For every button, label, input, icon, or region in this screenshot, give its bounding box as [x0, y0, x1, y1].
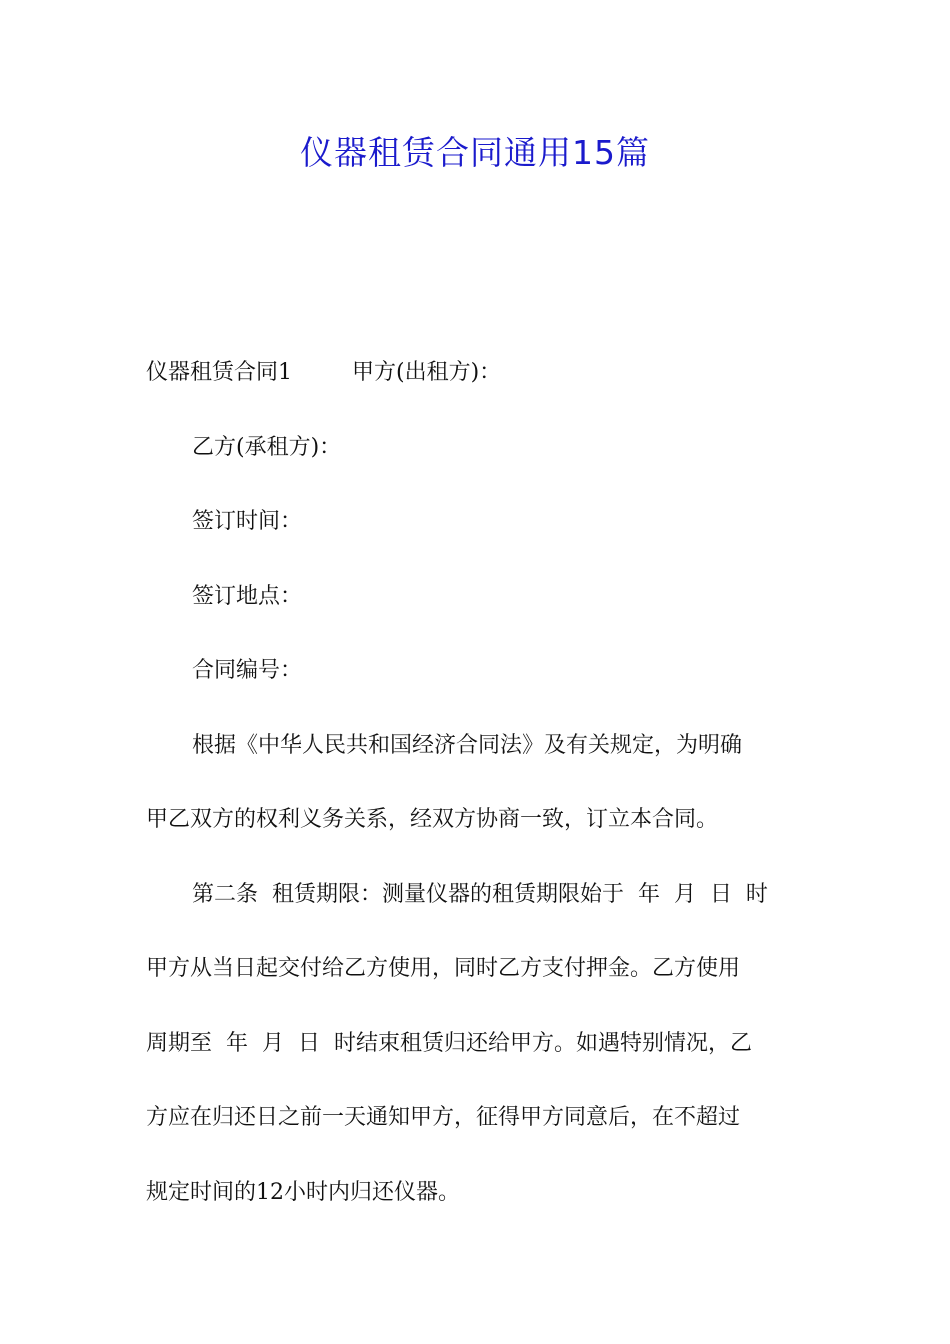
- contract-label: 仪器租赁合同1: [146, 360, 292, 385]
- document-title: 仪器租赁合同通用15篇: [300, 133, 650, 172]
- signing-time-field: 签订时间：: [192, 509, 303, 534]
- article2-line-3: 周期至 年 月 日 时结束租赁归还给甲方。如遇特别情况，乙: [146, 1030, 752, 1056]
- document-body: [146, 336, 806, 1230]
- signing-place-field: 签订地点：: [192, 583, 303, 609]
- article2-line-4: 方应在归还日之前一天通知甲方，征得甲方同意后，在不超过: [146, 1105, 741, 1130]
- basis-paragraph-line-2: 甲乙双方的权利义务关系，经双方协商一致，订立本合同。: [146, 807, 719, 832]
- party-a-label: 甲方(出租方)：: [352, 360, 502, 385]
- basis-paragraph-line-1: 根据《中华人民共和国经济合同法》及有关规定，为明确: [192, 732, 743, 758]
- article2-line-2: 甲方从当日起交付给乙方使用，同时乙方支付押金。乙方使用: [146, 956, 741, 981]
- article2-line-5: 规定时间的12小时内归还仪器。: [146, 1179, 460, 1205]
- article2-line-1: 第二条 租赁期限：测量仪器的租赁期限始于 年 月 日 时: [192, 881, 768, 907]
- party-b-field: 乙方(承租方)：: [192, 434, 342, 460]
- contract-heading-line: [146, 336, 806, 411]
- contract-number-field: 合同编号：: [192, 658, 303, 683]
